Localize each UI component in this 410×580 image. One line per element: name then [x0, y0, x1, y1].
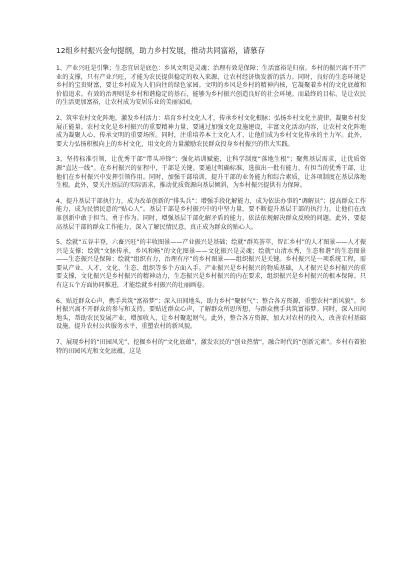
paragraph-5: 5、绘就“五谷丰登，六畜兴旺”的丰收图景——产业振兴是基础；绘就“群英荟萃，智汇乡村”的人才图景——人才振兴是支撑；绘就“文脉传承，乡风和畅”的文化图景——文化振兴是灵魂；绘就“山清水秀，生态和谐”的生态图景——生态振兴是保障；绘就“组织有力，治理有序”的乡村图景——组织振兴是关键。乡村振兴是一项系统工程，需要从产业、人才、文化、生态、组织等多个方面入手。产业振兴是乡村振兴的物质基础，人才振兴是乡村振兴的重要支撑，文化振兴是乡村振兴的精神动力，生态振兴是乡村振兴的内在要求，组织振兴是乡村振兴的根本保障。只有这五个方面协同推进，才能绘就乡村振兴的壮丽画卷。	[56, 239, 366, 290]
paragraph-7: 7、展现乡村的“田园风光”，挖掘乡村的“文化底蕴”，激发农民的“创业热情”，融合时代的“创新元素”。乡村有着独特的田园风光和文化底蕴，这是	[56, 339, 366, 355]
paragraph-3: 3、坚持标准引领，让优秀干部“带头冲锋”；强化培训赋能，让科学制度“落地生根”；聚焦基层需求，让优质资源“直达一线”。在乡村振兴的征程中，干部是关键。要通过明确标准，选拔出一批有能力、有担当的优秀干部，让他们在乡村振兴中发挥引领作用。同时，加强干部培训，提升干部的业务能力和综合素质，让各项制度在基层落地生根。此外，要关注基层的实际需求，推动优质资源向基层倾斜，为乡村振兴提供有力保障。	[56, 156, 366, 190]
paragraph-6: 6、贴近群众心声，携手共筑“富裕梦”；深入田间地头，助力乡村“聚财气”；整合各方资源，重塑农村“新风貌”。乡村振兴离不开群众的参与和支持。要贴近群众心声，了解群众所思所想，与群众携手共筑富裕梦。同时，深入田间地头，帮助农民发展产业，增加收入，让乡村聚起财气。此外，整合各方资源，加大对农村的投入，改善农村基础设施，提升农村公共服务水平，重塑农村的新风貌。	[56, 297, 366, 331]
paragraph-2: 2、筑牢农村文化阵地，激发乡村活力：培育乡村文化人才，传承乡村文化根脉；弘扬乡村文化主旋律，凝聚乡村发展正能量。农村文化是乡村振兴的重要精神力量，要通过加强文化设施建设，丰富文化活动内容，让农村文化阵地成为凝聚人心、传承文明的重要场所。同时，注重培养本土文化人才，让他们成为乡村文化传承的主力军。此外，要大力弘扬积极向上的乡村文化，用文化的力量激励农民群众投身乡村振兴的伟大实践。	[56, 114, 366, 148]
paragraph-1: 1、产业兴旺是引擎；生态宜居是底色：乡风文明是灵魂；治理有效是保障；生活富裕是归宿。乡村的振兴离不开产业的支撑，只有产业兴旺，才能为农民提供稳定的收入来源，让农村经济焕发新的活力。同时，良好的生态环境是乡村的宝贵财富，要让乡村成为人们向往的绿色家园。文明的乡风是乡村的精神内核，它凝聚着乡村的文化底蕴和价值追求。有效的治理则是乡村和谐稳定的基石，能够为乡村振兴创造良好的社会环境。而最终的目标，是让农民的生活更加富裕，让农村成为安居乐业的美丽家园。	[56, 65, 366, 107]
paragraph-4: 4、提升基层干部执行力，成为改革创新的“排头兵”；增强手段化解能力，成为依法办事的“调解员”；提高群众工作能力，成为民情民意的“贴心人”。基层干部是乡村振兴中的中坚力量，要不断提升基层干部的执行力，让他们在改革创新中敢于担当、勇于作为。同时，增强基层干部化解矛盾的能力，依法依规解决群众反映的问题。此外，要提高基层干部的群众工作能力，深入了解民情民意，真正成为群众的贴心人。	[56, 197, 366, 231]
document-title: 12组乡村振兴金句提纲，助力乡村发展，推动共同富裕，请慕存	[56, 46, 265, 55]
